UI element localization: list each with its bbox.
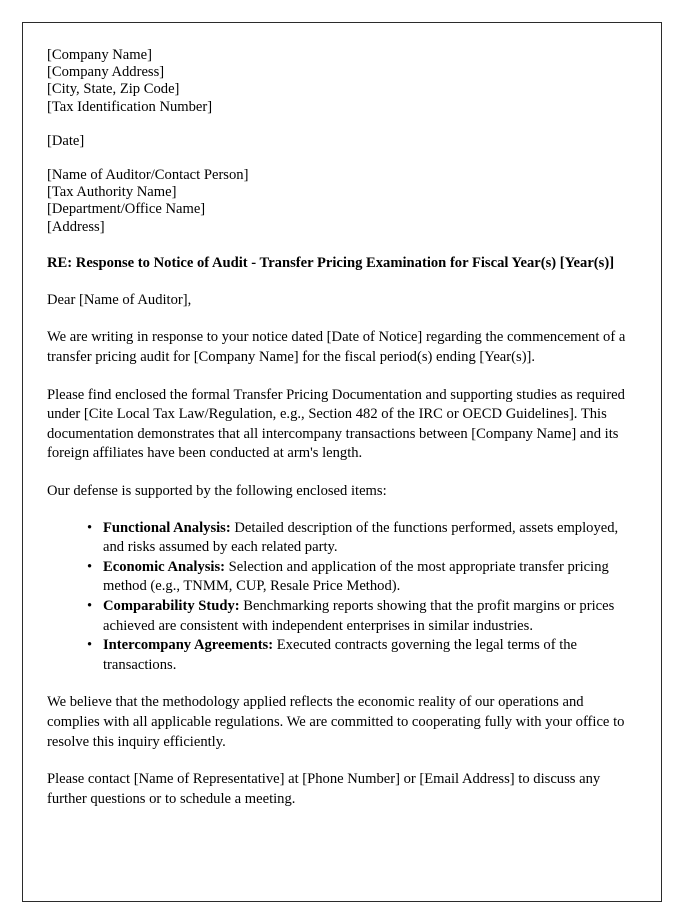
spacer bbox=[47, 116, 639, 133]
sender-address-block bbox=[47, 47, 639, 116]
body-paragraph-2: Please find enclosed the formal Transfer Pricing Documentation and supporting studies as required under [Cite Local Tax Law/Regulation, e.g., Section 482 of the IRC or OECD Guidelines]. This documentation demonstrates that all intercompany transactions between [Company Name] and its foreign affiliates have been conducted at arm's length. bbox=[47, 386, 625, 462]
enclosures-intro: Our defense is supported by the following enclosed items: bbox=[47, 482, 387, 499]
body-paragraph-1: We are writing in response to your notice dated [Date of Notice] regarding the commencement of a transfer pricing audit for [Company Name] for the fiscal period(s) ending [Year(s)]. bbox=[47, 329, 626, 366]
recipient-department: [Department/Office Name] bbox=[47, 201, 206, 218]
sender-tax-id: [Tax Identification Number] bbox=[47, 98, 213, 115]
sender-company-address: [Company Address] bbox=[47, 64, 165, 81]
list-item bbox=[87, 519, 639, 558]
sender-city-state-zip: [City, State, Zip Code] bbox=[47, 81, 180, 98]
spacer bbox=[47, 273, 639, 291]
salutation: Dear [Name of Auditor], bbox=[47, 291, 192, 308]
body-paragraph-3: We believe that the methodology applied reflects the economic reality of our operations and complies with all applicable regulations. We are committed to cooperating fully with your office to resolve this inquiry efficiently. bbox=[47, 694, 625, 750]
list-item bbox=[87, 636, 639, 675]
list-item bbox=[87, 558, 639, 597]
sender-company-name: [Company Name] bbox=[47, 47, 152, 63]
spacer bbox=[47, 150, 639, 167]
enclosure-label: Functional Analysis: bbox=[103, 519, 231, 536]
subject-line: RE: Response to Notice of Audit - Transfer Pricing Examination for Fiscal Year(s) [Year(s)] bbox=[47, 254, 615, 271]
recipient-address: [Address] bbox=[47, 218, 105, 235]
enclosure-text: Benchmarking reports showing that the profit margins or prices achieved are consistent with independent enterprises in similar industries. bbox=[103, 597, 615, 634]
recipient-address-block bbox=[47, 167, 639, 236]
spacer bbox=[47, 368, 639, 386]
enclosure-text: Executed contracts governing the legal terms of the transactions. bbox=[103, 637, 578, 673]
spacer bbox=[47, 464, 639, 482]
spacer bbox=[47, 236, 639, 254]
date-line: [Date] bbox=[47, 132, 85, 149]
spacer bbox=[47, 502, 639, 519]
enclosure-label: Intercompany Agreements: bbox=[103, 637, 274, 654]
spacer bbox=[47, 752, 639, 770]
enclosure-text: Selection and application of the most appropriate transfer pricing method (e.g., TNMM, CUP, Resale Price Method). bbox=[103, 558, 609, 595]
letter-body bbox=[47, 47, 639, 809]
enclosure-text: Detailed description of the functions performed, assets employed, and risks assumed by each related party. bbox=[103, 519, 619, 556]
recipient-tax-authority: [Tax Authority Name] bbox=[47, 184, 177, 201]
enclosures-list bbox=[47, 519, 639, 676]
enclosure-label: Comparability Study: bbox=[103, 597, 240, 614]
recipient-auditor-name: [Name of Auditor/Contact Person] bbox=[47, 167, 249, 184]
document-page bbox=[22, 22, 662, 902]
spacer bbox=[47, 310, 639, 328]
list-item bbox=[87, 597, 639, 636]
body-paragraph-4: Please contact [Name of Representative] at [Phone Number] or [Email Address] to discuss any further questions or to schedule a meeting. bbox=[47, 771, 601, 807]
spacer bbox=[47, 675, 639, 693]
enclosure-label: Economic Analysis: bbox=[103, 558, 226, 575]
